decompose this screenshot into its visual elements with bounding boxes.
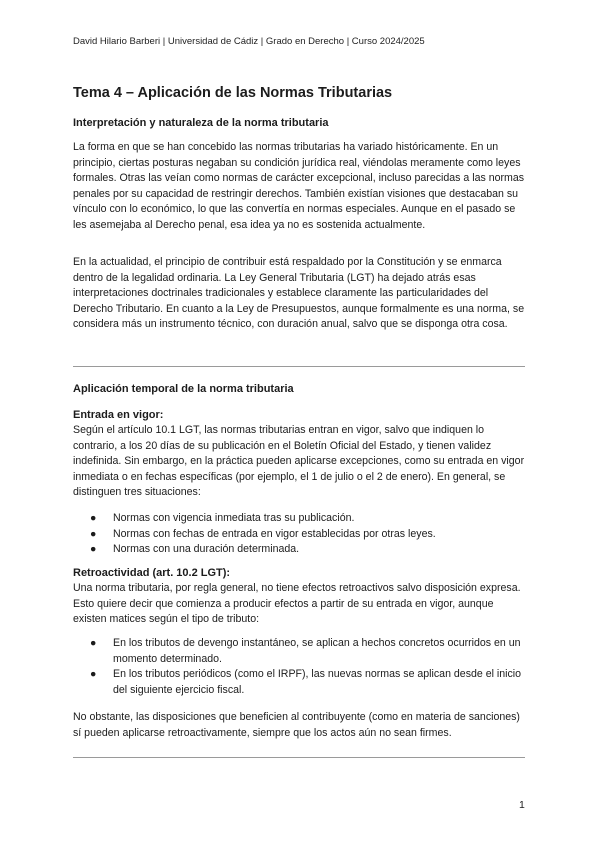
page-header: David Hilario Barberi | Universidad de Cádiz | Grado en Derecho | Curso 2024/2025 <box>73 36 425 47</box>
bullet-icon: ● <box>90 668 97 681</box>
section-heading-interpretacion: Interpretación y naturaleza de la norma tributaria <box>73 117 329 129</box>
page-number: 1 <box>519 799 525 811</box>
section-heading-aplicacion-temporal: Aplicación temporal de la norma tributaria <box>73 383 294 395</box>
paragraph: En la actualidad, el principio de contribuir está respaldado por la Constitución y se enmarca dentro de la legalidad ordinaria. La Ley General Tributaria (LGT) ha dejado atrás esas interpretaciones doctrinales tradicionales y establece claramente las particularidades del Derecho Tributario. En cuanto a la Ley de Presupuestos, aunque formalmente es una norma, se considera más un instrumento técnico, con duración anual, salvo que se disponga otra cosa. <box>73 256 525 331</box>
list-situaciones <box>73 511 525 558</box>
section-divider <box>73 366 525 367</box>
bullet-icon: ● <box>90 543 97 556</box>
bullet-icon: ● <box>90 637 97 649</box>
list-item: ● En los tributos de devengo instantáneo, se aplican a hechos concretos ocurridos en un momento determinado. <box>90 637 521 665</box>
list-item: ● Normas con una duración determinada. <box>73 542 525 558</box>
paragraph: Una norma tributaria, por regla general, no tiene efectos retroactivos salvo disposición expresa. Esto quiere decir que comienza a producir efectos a partir de su entrada en vigor, aunque existen matices según el tipo de tributo: <box>73 582 521 626</box>
paragraph: No obstante, las disposiciones que beneficien al contribuyente (como en materia de sanciones) sí pueden aplicarse retroactivamente, siempre que los actos aún no sean firmes. <box>73 711 520 739</box>
bullet-icon: ● <box>90 512 97 524</box>
list-item: ● En los tributos periódicos (como el IRPF), las nuevas normas se aplican desde el inicio del siguiente ejercicio fiscal. <box>90 668 522 696</box>
paragraph: Según el artículo 10.1 LGT, las normas tributarias entran en vigor, salvo que indiquen lo contrario, a los 20 días de su publicación en el Boletín Oficial del Estado, y tienen validez indefinida. Sin embargo, en la práctica pueden aplicarse excepciones, como su entrada en vigor inmediata o en fechas específicas (por ejemplo, el 1 de julio o el 2 de enero). En general, se distinguen tres situaciones: <box>73 424 525 499</box>
list-tributos <box>73 636 525 698</box>
paragraph: La forma en que se han concebido las normas tributarias ha variado históricamente. En un principio, ciertas posturas negaban su condición jurídica real, viéndolas meramente como leyes formales. Otras las veían como normas de carácter excepcional, incluso parecidas a las normas penales por su capacidad de restringir derechos. También existían visiones que destacaban su vínculo con lo económico, lo que las convertía en normas especiales. Aunque en el pasado se les asemejaba al Derecho penal, esa idea ya no es sostenida actualmente. <box>73 141 525 231</box>
subheading-entrada-en-vigor: Entrada en vigor: <box>73 409 164 421</box>
page-title: Tema 4 – Aplicación de las Normas Tributarias <box>73 85 393 101</box>
bullet-icon: ● <box>90 527 97 540</box>
subheading-retroactividad: Retroactividad (art. 10.2 LGT): <box>73 567 231 579</box>
list-item: ● Normas con fechas de entrada en vigor establecidas por otras leyes. <box>73 527 525 543</box>
list-item: ● Normas con vigencia inmediata tras su publicación. <box>73 511 525 527</box>
section-divider <box>73 757 525 758</box>
